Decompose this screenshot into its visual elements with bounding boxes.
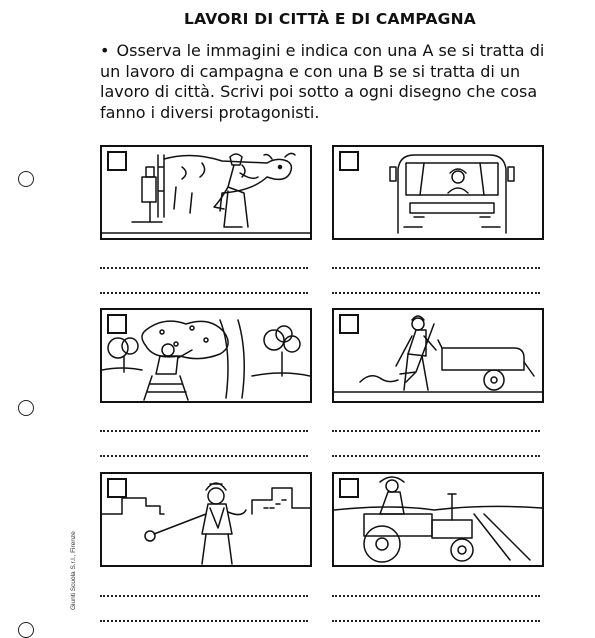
binder-hole-icon bbox=[18, 622, 34, 638]
write-line[interactable] bbox=[100, 430, 308, 432]
bus-driver-illustration bbox=[334, 147, 542, 238]
write-line[interactable] bbox=[332, 455, 540, 457]
write-line[interactable] bbox=[100, 620, 308, 622]
write-line[interactable] bbox=[100, 455, 308, 457]
write-line[interactable] bbox=[100, 292, 308, 294]
street-sweeper-illustration bbox=[334, 310, 542, 401]
traffic-officer-illustration bbox=[102, 474, 310, 565]
write-line[interactable] bbox=[332, 430, 540, 432]
tractor-driver-illustration bbox=[334, 474, 542, 565]
card-street-sweeper bbox=[332, 308, 544, 403]
write-line[interactable] bbox=[100, 267, 308, 269]
bullet-icon: • bbox=[100, 41, 110, 60]
instructions-text: Osserva le immagini e indica con una A se si tratta di un lavoro di campagna e con una B se si tratta di un lavoro di città. Scrivi poi sotto a ogni disegno che cosa fanno i diversi protagonisti. bbox=[100, 41, 545, 122]
farmer-milking-cow-illustration bbox=[102, 147, 310, 238]
write-line[interactable] bbox=[100, 595, 308, 597]
instructions bbox=[100, 41, 560, 123]
write-line[interactable] bbox=[332, 620, 540, 622]
card-traffic-officer bbox=[100, 472, 312, 567]
card-fruit-picker bbox=[100, 308, 312, 403]
binder-hole-icon bbox=[18, 171, 34, 187]
binder-hole-icon bbox=[18, 400, 34, 416]
card-bus-driver bbox=[332, 145, 544, 240]
write-line[interactable] bbox=[332, 292, 540, 294]
answer-checkbox[interactable] bbox=[339, 478, 359, 498]
publisher-credit: Giunti Scuola S.r.l., Firenze bbox=[70, 531, 77, 610]
answer-checkbox[interactable] bbox=[107, 314, 127, 334]
answer-checkbox[interactable] bbox=[339, 314, 359, 334]
answer-checkbox[interactable] bbox=[107, 478, 127, 498]
write-line[interactable] bbox=[332, 267, 540, 269]
card-tractor-driver bbox=[332, 472, 544, 567]
page-title: LAVORI DI CITTÀ E DI CAMPAGNA bbox=[184, 10, 476, 28]
card-farmer-milking-cow bbox=[100, 145, 312, 240]
fruit-picker-illustration bbox=[102, 310, 310, 401]
answer-checkbox[interactable] bbox=[107, 151, 127, 171]
write-line[interactable] bbox=[332, 595, 540, 597]
answer-checkbox[interactable] bbox=[339, 151, 359, 171]
